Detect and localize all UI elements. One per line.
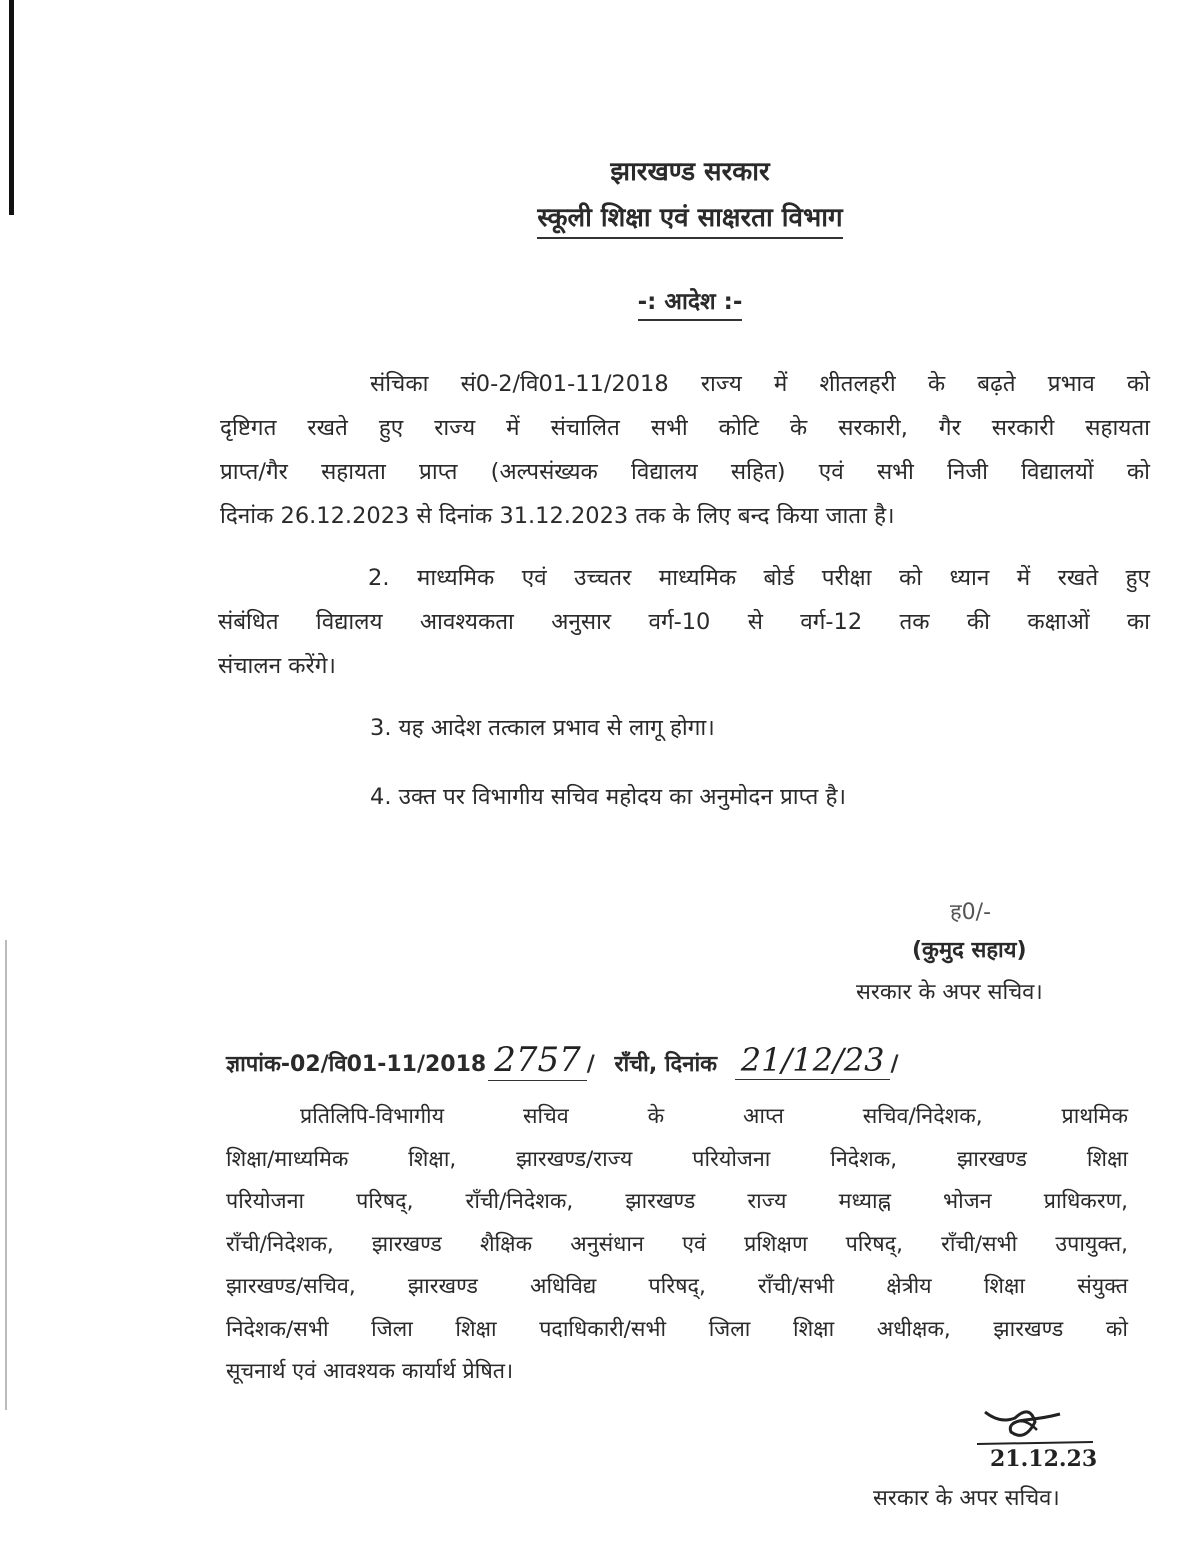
order-heading	[0, 284, 1200, 316]
copy-line-text: प्रतिलिपि-विभागीय सचिव के आप्त सचिव/निदेशक, प्राथमिक	[300, 1104, 1128, 1129]
signatory2-designation: सरकार के अपर सचिव।	[873, 1486, 1060, 1511]
paragraph-1	[220, 362, 1150, 538]
memo-date-slash: /	[890, 1052, 899, 1077]
paragraph-2	[218, 556, 1150, 688]
copy-line: शिक्षा/माध्यमिक शिक्षा, झारखण्ड/राज्य परियोजना निदेशक, झारखण्ड शिक्षा	[226, 1146, 1128, 1172]
memo-number: 2757	[488, 1040, 587, 1081]
paragraph-1-line: दृष्टिगत रखते हुए राज्य में संचालित सभी कोटि के सरकारी, गैर सरकारी सहायता	[220, 415, 1150, 441]
copy-line: झारखण्ड/सचिव, झारखण्ड अधिविद्य परिषद्, राँची/सभी क्षेत्रीय शिक्षा संयुक्त	[226, 1274, 1128, 1299]
memo-prefix: ज्ञापांक-02/वि01-11/2018	[226, 1052, 487, 1077]
paragraph-2-line: संबंधित विद्यालय आवश्यकता अनुसार वर्ग-10 से वर्ग-12 तक की कक्षाओं का	[218, 609, 1150, 635]
paragraph-1-line-text: संचिका सं0-2/वि01-11/2018 राज्य में शीतलहरी के बढ़ते प्रभाव को	[370, 371, 1150, 397]
memo-line	[226, 1040, 898, 1081]
memo-date: 21/12/23	[735, 1041, 891, 1080]
paragraph-2-line	[218, 556, 1150, 600]
signature-date: 21.12.23	[990, 1446, 1098, 1472]
copy-line: परियोजना परिषद्, राँची/निदेशक, झारखण्ड राज्य मध्याह्न भोजन प्राधिकरण,	[226, 1189, 1128, 1214]
paragraph-2-line: संचालन करेंगे।	[218, 653, 336, 679]
handwritten-signature	[975, 1402, 1095, 1450]
signatory-name: (कुमुद सहाय)	[912, 938, 1027, 963]
department-title-text: स्कूली शिक्षा एवं साक्षरता विभाग	[537, 203, 842, 239]
memo-slash: /	[586, 1052, 603, 1077]
paragraph-2-line-text: 2. माध्यमिक एवं उच्चतर माध्यमिक बोर्ड परीक्षा को ध्यान में रखते हुए	[368, 565, 1150, 591]
signatory-designation: सरकार के अपर सचिव।	[856, 980, 1043, 1005]
paragraph-1-line: दिनांक 26.12.2023 से दिनांक 31.12.2023 तक के लिए बन्द किया जाता है।	[220, 503, 895, 529]
copy-line: राँची/निदेशक, झारखण्ड शैक्षिक अनुसंधान एवं प्रशिक्षण परिषद्, राँची/सभी उपायुक्त,	[226, 1231, 1128, 1257]
copy-line: सूचनार्थ एवं आवश्यक कार्यार्थ प्रेषित।	[226, 1359, 514, 1384]
paragraph-1-line: प्राप्त/गैर सहायता प्राप्त (अल्पसंख्यक विद्यालय सहित) एवं सभी निजी विद्यालयों को	[220, 459, 1150, 485]
government-title: झारखण्ड सरकार	[610, 157, 770, 187]
paragraph-4: 4. उक्त पर विभागीय सचिव महोदय का अनुमोदन प्राप्त है।	[370, 784, 846, 810]
copy-line: निदेशक/सभी जिला शिक्षा पदाधिकारी/सभी जिला शिक्षा अधीक्षक, झारखण्ड को	[226, 1316, 1128, 1342]
department-title	[0, 198, 1200, 234]
signed-mark: ह0/-	[950, 900, 992, 925]
place-date-label: राँची, दिनांक	[614, 1052, 718, 1077]
order-heading-text: -: आदेश :-	[638, 289, 743, 321]
paragraph-3: 3. यह आदेश तत्काल प्रभाव से लागू होगा।	[370, 715, 715, 741]
copy-line	[226, 1096, 1128, 1139]
scan-edge-line-lower	[5, 940, 7, 1410]
copy-paragraph	[226, 1096, 1128, 1394]
paragraph-1-line	[220, 362, 1150, 406]
